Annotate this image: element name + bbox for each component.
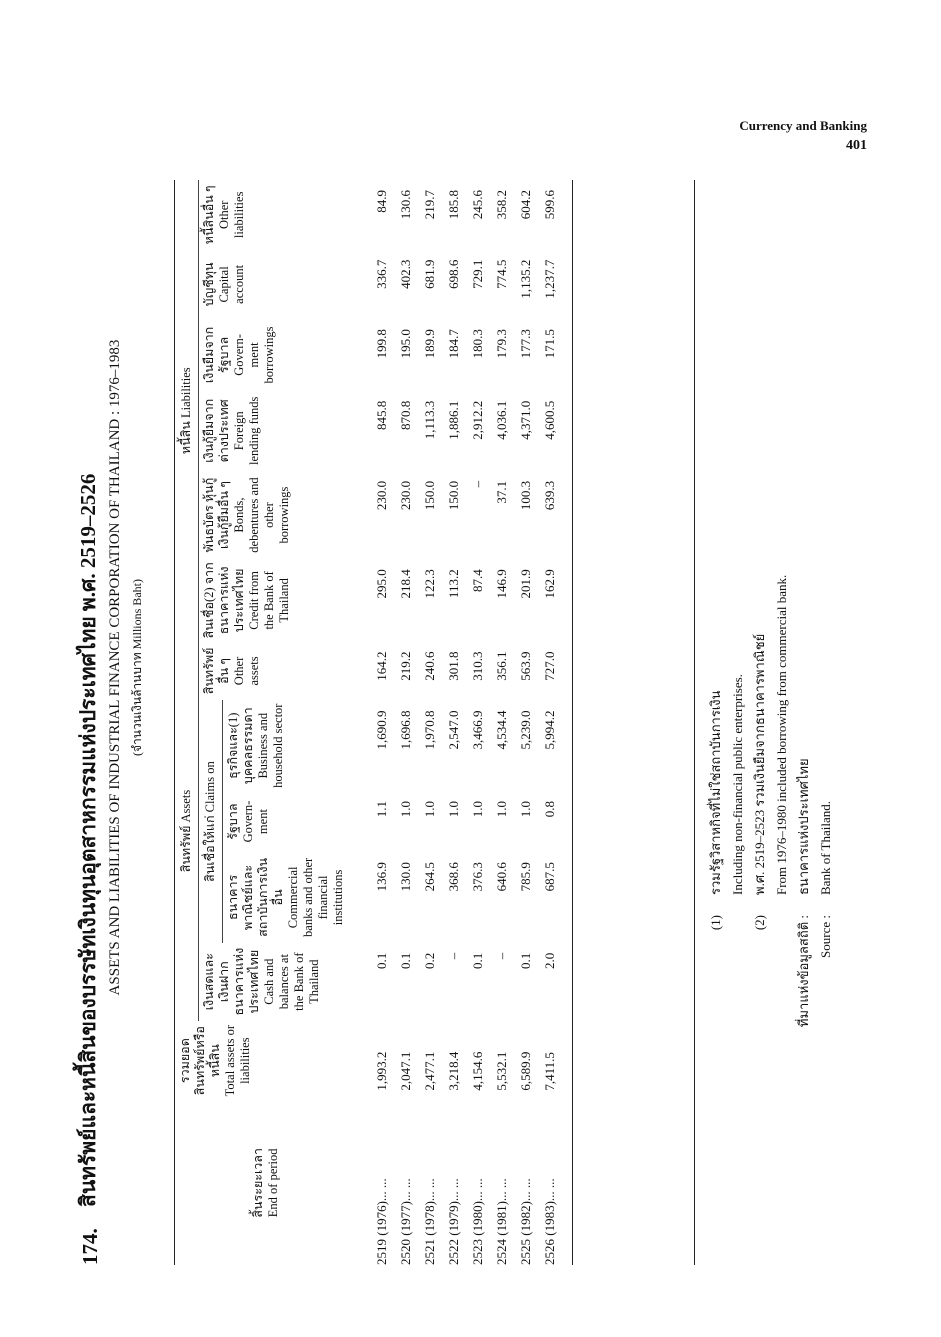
- cell-period: 2522 (1979)... ...: [446, 1178, 461, 1265]
- table-row: [514, 180, 538, 1265]
- cell-credit-bot: 122.3: [422, 569, 437, 599]
- cell-total: 7,411.5: [542, 1052, 557, 1091]
- cell-cash: 0.1: [518, 952, 533, 969]
- col-bonds-th: พันธบัตร หุ้นกู้ เงินกู้ยืมอื่น ๆ: [202, 477, 231, 553]
- col-credit-bot-en: Credit from the Bank of Thailand: [247, 571, 291, 630]
- cell-gov-borrow: 177.3: [518, 329, 533, 359]
- cell-commercial: 136.9: [374, 862, 389, 892]
- footnote-key: Source :: [818, 915, 833, 958]
- page-number: 401: [846, 138, 867, 153]
- footnote-row: [727, 180, 749, 1265]
- cell-bonds: 37.1: [494, 480, 509, 504]
- cell-foreign: 870.8: [398, 400, 413, 431]
- cell-capital: 402.3: [398, 259, 413, 289]
- unit-note: (จำนวนเงินล้านบาท Millions Baht): [130, 579, 144, 756]
- cell-total: 2,477.1: [422, 1051, 437, 1091]
- cell-business: 5,994.2: [542, 710, 557, 750]
- cell-capital: 729.1: [470, 259, 485, 289]
- cell-capital: 1,135.2: [518, 259, 533, 299]
- footnote-text: Bank of Thailand.: [818, 801, 833, 895]
- cell-period: 2526 (1983)... ...: [542, 1178, 557, 1265]
- col-commercial-en: Commercial banks and other financial institutions: [286, 857, 345, 937]
- cell-other-assets: 356.1: [494, 651, 509, 681]
- cell-other-assets: 563.9: [518, 651, 533, 681]
- cell-foreign: 4,371.0: [518, 400, 533, 440]
- cell-foreign: 1,886.1: [446, 400, 461, 440]
- cell-other-liab: 185.8: [446, 190, 461, 220]
- cell-other-liab: 358.2: [494, 190, 509, 220]
- footnote-text: From 1976–1980 included borrowing from commercial bank.: [774, 574, 789, 895]
- cell-bonds: 230.0: [374, 480, 389, 511]
- cell-foreign: 1,113.3: [422, 400, 437, 440]
- cell-other-liab: 130.6: [398, 190, 413, 220]
- cell-credit-bot: 146.9: [494, 569, 509, 599]
- cell-capital: 336.7: [374, 259, 389, 289]
- cell-capital: 774.5: [494, 259, 509, 289]
- cell-commercial: 687.5: [542, 862, 557, 892]
- cell-government: 1.0: [470, 801, 485, 818]
- cell-business: 1,690.9: [374, 710, 389, 750]
- cell-government: 1.0: [446, 801, 461, 818]
- cell-bonds: 150.0: [446, 480, 461, 511]
- cell-government: 1.0: [422, 801, 437, 818]
- cell-business: 1,696.8: [398, 710, 413, 750]
- cell-other-liab: 219.7: [422, 190, 437, 220]
- col-other-liab-en: Other liabilities: [217, 191, 246, 239]
- title-english: ASSETS AND LIABILITIES OF INDUSTRIAL FINANCE CORPORATION OF THAILAND : 1976–1983: [107, 339, 123, 996]
- cell-bonds: 100.3: [518, 480, 533, 511]
- cell-credit-bot: 218.4: [398, 569, 413, 599]
- cell-foreign: 4,036.1: [494, 400, 509, 440]
- rotated-table-page: [70, 70, 870, 1265]
- footnote-row: [705, 180, 727, 1265]
- col-business-header: [223, 700, 357, 791]
- cell-cash: 2.0: [542, 952, 557, 969]
- col-bonds-en: Bonds, debentures and other borrowings: [232, 477, 291, 553]
- cell-gov-borrow: 189.9: [422, 329, 437, 359]
- cell-credit-bot: 87.4: [470, 569, 485, 593]
- cell-other-assets: 219.2: [398, 651, 413, 681]
- cell-foreign: 4,600.5: [542, 400, 557, 440]
- col-government-th: รัฐบาล: [226, 803, 240, 840]
- col-cash-en: Cash and balances at the Bank of Thailand: [262, 952, 321, 1011]
- table-row: [356, 180, 394, 1265]
- title-thai: สินทรัพย์และหนี้สินของบรรษัทเงินทุนอุตสาหกรรมแห่งประเทศไทย พ.ศ. 2519–2526: [76, 473, 100, 1207]
- col-cash-header: [199, 943, 357, 1021]
- cell-period: 2524 (1981)... ...: [494, 1178, 509, 1265]
- col-foreign-header: [199, 391, 357, 471]
- cell-other-assets: 301.8: [446, 651, 461, 681]
- cell-period: 2525 (1982)... ...: [518, 1178, 533, 1265]
- col-capital-en: Capital account: [217, 264, 246, 304]
- cell-total: 5,532.1: [494, 1051, 509, 1091]
- cell-bonds: –: [470, 480, 485, 488]
- col-total-header: [175, 1021, 357, 1101]
- col-credit-bot-header: [199, 559, 357, 641]
- cell-other-liab: 604.2: [518, 190, 533, 220]
- col-total-en: Total assets or liabilities: [223, 1024, 252, 1097]
- footnote-row: [749, 180, 771, 1265]
- cell-gov-borrow: 199.8: [374, 329, 389, 359]
- footnote-key: (1): [708, 915, 723, 931]
- cell-government: 1.0: [398, 801, 413, 818]
- cell-gov-borrow: 179.3: [494, 329, 509, 359]
- cell-period: 2520 (1977)... ...: [398, 1178, 413, 1265]
- cell-other-assets: 310.3: [470, 651, 485, 681]
- liabilities-group-header: หนี้สิน Liabilities: [175, 180, 199, 641]
- cell-bonds: 230.0: [398, 480, 413, 511]
- assets-group-header: สินทรัพย์ Assets: [175, 641, 199, 1020]
- cell-government: 1.0: [518, 801, 533, 818]
- footnote-row: [771, 180, 793, 1265]
- cell-period: 2523 (1980)... ...: [470, 1178, 485, 1265]
- cell-gov-borrow: 184.7: [446, 329, 461, 359]
- cell-other-assets: 240.6: [422, 651, 437, 681]
- cell-credit-bot: 295.0: [374, 569, 389, 599]
- cell-gov-borrow: 195.0: [398, 329, 413, 359]
- cell-other-liab: 245.6: [470, 190, 485, 220]
- col-government-header: [223, 791, 357, 852]
- cell-total: 3,218.4: [446, 1051, 461, 1091]
- footnote-row: [815, 180, 837, 1265]
- table-row: [538, 180, 573, 1265]
- cell-other-liab: 84.9: [374, 190, 389, 213]
- table-row: [490, 180, 514, 1265]
- cell-commercial: 376.3: [470, 862, 485, 892]
- cell-other-assets: 727.0: [542, 651, 557, 681]
- title-block: [70, 70, 185, 1265]
- cell-commercial: 785.9: [518, 862, 533, 892]
- cell-total: 2,047.1: [398, 1051, 413, 1091]
- cell-business: 2,547.0: [446, 710, 461, 750]
- assets-liabilities-table: [174, 180, 573, 1265]
- cell-commercial: 130.0: [398, 862, 413, 892]
- footnote-key: ที่มาแห่งข้อมูลสถิติ :: [796, 915, 811, 1028]
- cell-government: 1.0: [494, 801, 509, 818]
- col-business-en: Business and household sector: [256, 703, 285, 788]
- cell-credit-bot: 201.9: [518, 569, 533, 599]
- col-capital-th: บัญชีทุน: [202, 262, 216, 307]
- col-gov-borrow-en: Govern-ment borrowings: [232, 326, 276, 384]
- cell-capital: 698.6: [446, 259, 461, 289]
- col-other-liab-header: [199, 180, 357, 250]
- table-body: [356, 180, 573, 1265]
- col-bonds-header: [199, 471, 357, 559]
- cell-total: 1,993.2: [374, 1051, 389, 1091]
- cell-period: 2519 (1976)... ...: [374, 1178, 389, 1265]
- footnote-text: Including non-financial public enterprises.: [730, 674, 745, 895]
- cell-capital: 681.9: [422, 259, 437, 289]
- claims-group-header: สินเชื่อให้แก่ Claims on: [199, 700, 223, 942]
- col-total-th: รวมยอดสินทรัพย์หรือหนี้สิน: [178, 1026, 222, 1096]
- cell-capital: 1,237.7: [542, 259, 557, 299]
- cell-business: 1,970.8: [422, 710, 437, 750]
- cell-commercial: 640.6: [494, 862, 509, 892]
- cell-cash: 0.1: [374, 952, 389, 969]
- table-row: [442, 180, 466, 1265]
- cell-foreign: 845.8: [374, 400, 389, 431]
- col-other-assets-header: [199, 641, 357, 700]
- col-commercial-header: [223, 852, 357, 943]
- cell-cash: –: [494, 952, 509, 960]
- cell-cash: 0.1: [470, 952, 485, 969]
- cell-other-assets: 164.2: [374, 651, 389, 681]
- cell-total: 4,154.6: [470, 1051, 485, 1091]
- col-capital-header: [199, 250, 357, 320]
- col-other-liab-th: หนี้สินอื่น ๆ: [202, 185, 216, 245]
- footnote-text: ธนาคารแห่งประเทศไทย: [796, 758, 811, 895]
- footnote-key: (2): [752, 915, 767, 931]
- table-row: [394, 180, 418, 1265]
- col-foreign-en: Foreign lending funds: [232, 396, 261, 465]
- cell-period: 2521 (1978)... ...: [422, 1178, 437, 1265]
- cell-credit-bot: 113.2: [446, 569, 461, 599]
- col-credit-bot-th: สินเชื่อ(2) จากธนาคารแห่งประเทศไทย: [202, 562, 246, 639]
- cell-cash: 0.1: [398, 952, 413, 969]
- cell-cash: 0.2: [422, 952, 437, 969]
- footnote-text: พ.ศ. 2519–2523 รวมเงินยืมจากธนาคารพาณิชย์: [752, 633, 767, 895]
- col-other-assets-en: Other assets: [232, 656, 261, 686]
- footnote-text: รวมรัฐวิสาหกิจที่ไม่ใช่สถาบันการเงิน: [708, 690, 723, 895]
- cell-gov-borrow: 171.5: [542, 329, 557, 359]
- col-period-en: End of period: [265, 1148, 280, 1218]
- footnote-row: [793, 180, 815, 1265]
- cell-business: 3,466.9: [470, 710, 485, 750]
- cell-business: 5,239.0: [518, 710, 533, 750]
- cell-total: 6,589.9: [518, 1051, 533, 1091]
- col-period-header: [175, 1101, 357, 1265]
- table-number: 174.: [78, 1228, 102, 1265]
- cell-credit-bot: 162.9: [542, 569, 557, 599]
- col-cash-th: เงินสดและเงินฝากธนาคารแห่งประเทศไทย: [202, 947, 261, 1016]
- col-commercial-th: ธนาคารพาณิชย์และสถาบันการเงินอื่น: [226, 857, 285, 937]
- col-government-en: Govern-ment: [241, 800, 270, 843]
- cell-cash: –: [446, 952, 461, 960]
- cell-bonds: 150.0: [422, 480, 437, 511]
- cell-bonds: 639.3: [542, 480, 557, 511]
- cell-foreign: 2,912.2: [470, 400, 485, 440]
- cell-commercial: 264.5: [422, 862, 437, 892]
- section-title: Currency and Banking: [739, 118, 867, 133]
- cell-government: 0.8: [542, 801, 557, 818]
- table-row: [466, 180, 490, 1265]
- cell-other-liab: 599.6: [542, 190, 557, 220]
- table-row: [418, 180, 442, 1265]
- cell-business: 4,534.4: [494, 710, 509, 750]
- cell-commercial: 368.6: [446, 862, 461, 892]
- col-gov-borrow-header: [199, 319, 357, 391]
- footnotes: [694, 180, 837, 1265]
- col-business-th: ธุรกิจและ(1) บุคคลธรรมดา: [226, 707, 255, 785]
- cell-gov-borrow: 180.3: [470, 329, 485, 359]
- col-other-assets-th: สินทรัพย์อื่น ๆ: [202, 647, 231, 695]
- col-period-th: สิ้นระยะเวลา: [250, 1148, 265, 1218]
- cell-government: 1.1: [374, 801, 389, 818]
- col-foreign-th: เงินกู้ยืมจากต่างประเทศ: [202, 398, 231, 463]
- col-gov-borrow-th: เงินยืมจากรัฐบาล: [202, 326, 231, 384]
